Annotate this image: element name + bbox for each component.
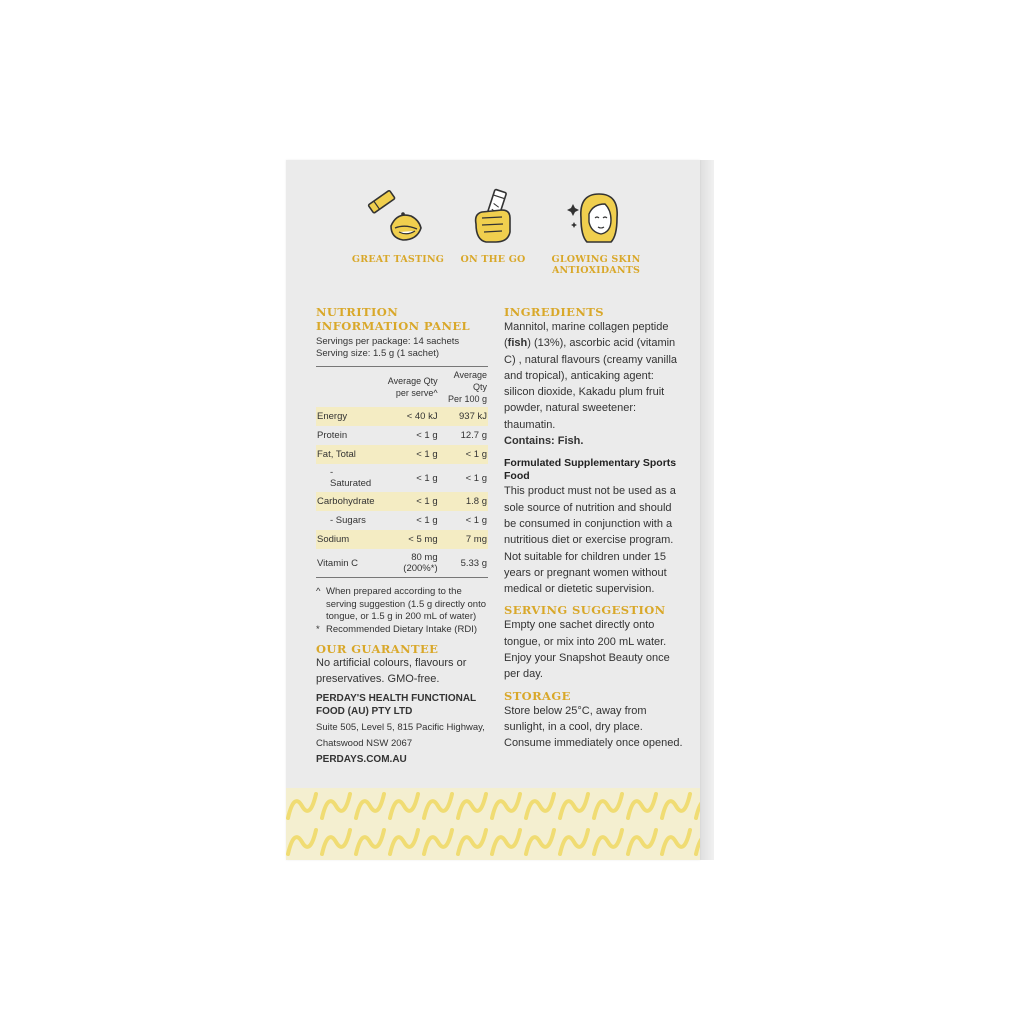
feature-label-glowing-skin <box>536 254 656 276</box>
feature-label-great-tasting: GREAT TASTING <box>351 254 445 265</box>
ingredients-title: INGREDIENTS <box>504 305 604 319</box>
nutrition-title-line1: NUTRITION <box>316 305 399 319</box>
nutrient-per-serve: < 40 kJ <box>378 407 439 426</box>
footnote-rdi <box>316 624 491 637</box>
feature-on-the-go <box>433 188 553 265</box>
nutrition-row <box>316 445 488 464</box>
right-column <box>504 305 686 752</box>
nutrient-name: Fat, Total <box>316 445 378 464</box>
footnote-text: When prepared according to the serving suggestion (1.5 g directly onto tongue, or 1.5 g in 200 mL of water) <box>326 586 487 622</box>
footnote-mark: ^ <box>316 586 321 597</box>
nutrient-name: - Saturated <box>330 467 372 489</box>
servings-per-package: Servings per package: 14 sachets <box>316 336 460 347</box>
left-column <box>316 305 491 766</box>
serving-text: Empty one sachet directly onto tongue, or mix into 200 mL water. Enjoy your Snapshot Beauty once per day. <box>504 619 670 681</box>
nutrition-row <box>316 549 488 578</box>
nutrient-per-serve: < 1 g <box>378 445 439 464</box>
nutrient-per-serve: < 5 mg <box>378 530 439 549</box>
nutrient-name: Vitamin C <box>316 549 378 578</box>
nutrition-header-blank <box>316 367 378 408</box>
ingredients-text <box>504 319 686 433</box>
glowing-face-icon <box>536 188 656 246</box>
header-per-100g-line1: Average Qty <box>453 370 487 392</box>
formulated-text: This product must not be used as a sole source of nutrition and should be consumed in conjunction with a nutritious diet or exercise program. Not suitable for children under 15 years or pregnant women without medical or dietetic supervision. <box>504 485 676 596</box>
nutrition-header-per-100g <box>439 367 488 408</box>
nutrient-name: Sodium <box>316 530 378 549</box>
nutrient-per-100g: 12.7 g <box>460 430 487 441</box>
nutrient-per-serve: < 1 g <box>378 492 439 511</box>
nutrition-row <box>316 464 488 492</box>
header-per-serve-line2: per serve^ <box>395 388 438 398</box>
header-per-serve-line1: Average Qty <box>387 376 438 386</box>
ingredients-contains: Contains: Fish. <box>504 435 584 448</box>
feature-glowing-skin <box>536 188 656 276</box>
nutrition-table <box>316 366 488 578</box>
product-box-back <box>286 160 700 860</box>
header-per-100g-line2: Per 100 g <box>447 394 487 404</box>
nutrition-row <box>316 511 488 530</box>
feature-icons-row <box>286 188 700 278</box>
nutrition-title-line2: INFORMATION PANEL <box>316 319 471 333</box>
nutrition-footnotes <box>316 586 491 636</box>
nutrient-per-100g: < 1 g <box>439 445 488 464</box>
nutrition-title <box>316 305 491 333</box>
footnote-text: Recommended Dietary Intake (RDI) <box>326 623 477 635</box>
nutrition-row <box>316 530 488 549</box>
nutrition-row <box>316 407 488 426</box>
box-side-edge <box>698 160 714 860</box>
feature-label-on-the-go: ON THE GO <box>460 254 526 265</box>
nutrient-per-serve: < 1 g <box>416 430 438 441</box>
nutrition-header-per-serve <box>378 367 439 408</box>
nutrient-per-serve: < 1 g <box>416 472 438 484</box>
hand-sachet-icon <box>433 188 553 246</box>
nutrition-row <box>316 492 488 511</box>
nutrition-row <box>316 426 488 445</box>
company-website: PERDAYS.COM.AU <box>316 754 407 765</box>
nutrient-per-100g: < 1 g <box>465 515 487 526</box>
nutrient-per-100g: < 1 g <box>465 472 487 484</box>
guarantee-text: No artificial colours, flavours or preservatives. GMO-free. <box>316 657 467 685</box>
ingredients-text-before: Mannitol, marine collagen peptide ( <box>504 321 669 350</box>
ingredients-allergen: fish <box>507 337 528 350</box>
nutrient-name: Carbohydrate <box>316 492 378 511</box>
footnote-mark: * <box>316 623 320 635</box>
nutrient-name: - Sugars <box>330 515 366 526</box>
ingredients-text-after: ) (13%), ascorbic acid (vitamin C) , natural flavours (creamy vanilla and tropical), anticaking agent: silicon dioxide, Kakadu plum fruit powder, natural sweetener: thaumatin. <box>504 337 678 431</box>
nutrient-per-100g: 937 kJ <box>439 407 488 426</box>
nutrient-name: Protein <box>317 430 348 441</box>
storage-text: Store below 25°C, away from sunlight, in a cool, dry place. Consume immediately once opened. <box>504 704 683 750</box>
guarantee-title: OUR GUARANTEE <box>316 642 439 656</box>
nutrient-name: Energy <box>316 407 378 426</box>
nutrient-per-serve: < 1 g <box>416 515 438 526</box>
feature-label-glowing-skin-line2: ANTIOXIDANTS <box>551 265 641 276</box>
company-address-line1: Suite 505, Level 5, 815 Pacific Highway, <box>316 722 485 733</box>
storage-title: STORAGE <box>504 688 571 703</box>
footnote-serve <box>316 586 491 624</box>
company-name: PERDAY'S HEALTH FUNCTIONAL FOOD (AU) PTY LTD <box>316 693 476 717</box>
feature-label-glowing-skin-line1: GLOWING SKIN <box>551 254 641 265</box>
nutrient-per-100g: 7 mg <box>439 530 488 549</box>
formulated-title: Formulated Supplementary Sports Food <box>504 457 677 483</box>
decorative-squiggle-pattern <box>286 788 700 860</box>
nutrient-per-serve: 80 mg (200%*) <box>378 549 439 578</box>
serving-title: SERVING SUGGESTION <box>504 603 666 618</box>
nutrient-per-100g: 1.8 g <box>439 492 488 511</box>
serving-size: Serving size: 1.5 g (1 sachet) <box>316 348 440 359</box>
nutrient-per-100g: 5.33 g <box>439 549 488 578</box>
company-address-line2: Chatswood NSW 2067 <box>316 737 413 749</box>
